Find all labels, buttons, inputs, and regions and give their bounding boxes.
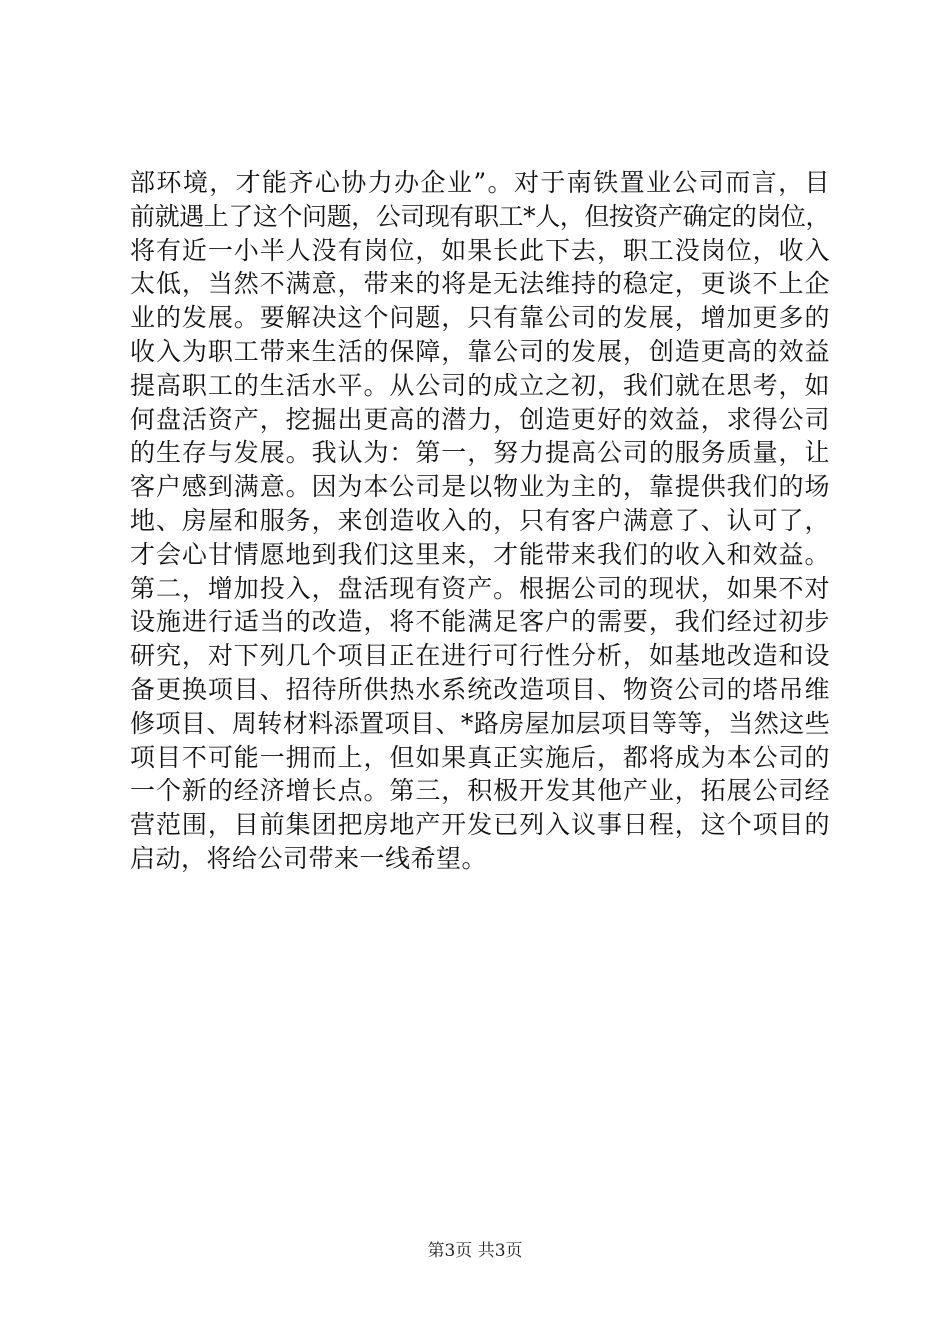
text-line: 客户感到满意。因为本公司是以物业为主的，靠提供我们的场 [130, 472, 830, 502]
text-line: 第二，增加投入，盘活现有资产。根据公司的现状，如果不对 [130, 573, 830, 603]
text-line: 研究，对下列几个项目正在进行可行性分析，如基地改造和设 [130, 641, 830, 671]
text-line: 收入为职工带来生活的保障，靠公司的发展，创造更高的效益 [130, 336, 830, 366]
page-footer [0, 1240, 950, 1262]
text-line: 前就遇上了这个问题，公司现有职工*人，但按资产确定的岗位， [130, 201, 830, 231]
text-line: 太低，当然不满意，带来的将是无法维持的稳定，更谈不上企 [130, 269, 830, 299]
text-line: 一个新的经济增长点。第三，积极开发其他产业，拓展公司经 [130, 776, 830, 806]
text-line: 启动，将给公司带来一线希望。 [130, 843, 488, 873]
text-line: 业的发展。要解决这个问题，只有靠公司的发展，增加更多的 [130, 303, 830, 333]
text-line: 地、房屋和服务，来创造收入的，只有客户满意了、认可了， [130, 505, 830, 535]
body-paragraph [130, 166, 830, 876]
text-line: 备更换项目、招待所供热水系统改造项目、物资公司的塔吊维 [130, 674, 830, 704]
text-line: 才会心甘情愿地到我们这里来，才能带来我们的收入和效益。 [130, 539, 830, 569]
text-line: 将有近一小半人没有岗位，如果长此下去，职工没岗位，收入 [130, 235, 830, 265]
text-line: 何盘活资产，挖掘出更高的潜力，创造更好的效益，求得公司 [130, 404, 830, 434]
text-line: 项目不可能一拥而上，但如果真正实施后，都将成为本公司的 [130, 742, 830, 772]
text-line: 营范围，目前集团把房地产开发已列入议事日程，这个项目的 [130, 810, 830, 840]
text-line: 提高职工的生活水平。从公司的成立之初，我们就在思考，如 [130, 370, 830, 400]
text-line: 设施进行适当的改造，将不能满足客户的需要，我们经过初步 [130, 607, 830, 637]
page-number-label: 第3页 共3页 [427, 1241, 523, 1261]
text-line: 部环境，才能齐心协力办企业”。对于南铁置业公司而言，目 [130, 168, 830, 197]
text-line: 的生存与发展。我认为：第一，努力提高公司的服务质量，让 [130, 438, 830, 468]
text-line: 修项目、周转材料添置项目、*路房屋加层项目等等，当然这些 [130, 708, 830, 738]
